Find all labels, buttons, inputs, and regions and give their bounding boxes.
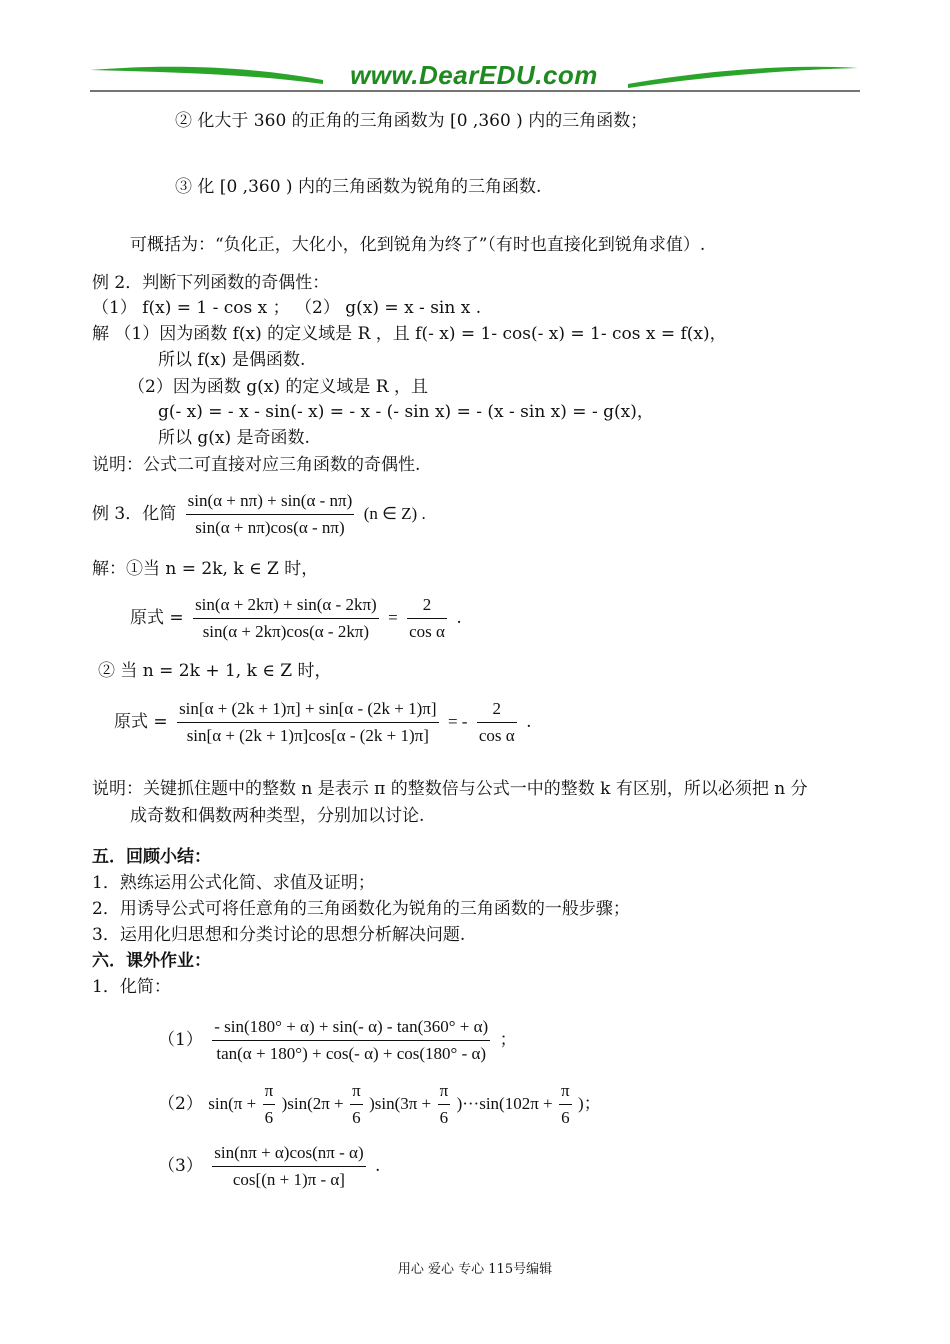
hw1-label: （1） — [158, 1030, 203, 1050]
solution-2-line-c: 所以 g(x) 是奇函数. — [158, 428, 310, 448]
hw3-denominator: cos[(n + 1)π - α] — [232, 1170, 345, 1189]
hw2-part-d: )···sin(102π + — [456, 1094, 553, 1113]
case-1-denominator: sin(α + 2kπ)cos(α - 2kπ) — [202, 622, 370, 641]
example-3-numerator: sin(α + nπ) + sin(α - nπ) — [186, 490, 355, 515]
hw2-part-e: )； — [578, 1094, 601, 1113]
summary-line: 可概括为：“负化正，大化小，化到锐角为终了”（有时也直接化到锐角求值）. — [130, 235, 706, 255]
summary-item-2: 2．用诱导公式可将任意角的三角函数化为锐角的三角函数的一般步骤； — [92, 899, 630, 919]
case-1-result-numerator: 2 — [407, 594, 447, 619]
example-2-title: 例 2．判断下列函数的奇偶性： — [92, 273, 330, 293]
hw2-fraction-1-den: 6 — [264, 1108, 274, 1127]
hw1-numerator: - sin(180° + α) + sin(- α) - tan(360° + α) — [212, 1016, 490, 1041]
hw2-fraction-4-num: π — [559, 1080, 572, 1105]
hw2-fraction-1-num: π — [263, 1080, 276, 1105]
hw2-part-b: )sin(2π + — [281, 1094, 344, 1113]
case-2-result-numerator: 2 — [477, 698, 517, 723]
case-2-end: . — [526, 712, 532, 732]
homework-1-3 — [158, 1142, 380, 1191]
section-6-heading: 六．课外作业： — [92, 951, 211, 971]
page-header — [88, 58, 863, 94]
solution-1-line-a: 解 （1）因为函数 f(x) 的定义域是 R ，且 f(- x) = 1- cos(- x) = 1- cos x = f(x)， — [92, 324, 727, 344]
case-2-equals: = - — [447, 712, 468, 731]
hw2-fraction-3 — [438, 1080, 451, 1129]
case-1-fraction — [193, 594, 379, 643]
hw2-part-c: )sin(3π + — [369, 1094, 432, 1113]
logo-text: www.DearEDU.com — [350, 60, 598, 90]
case-1-result-denominator: cos α — [409, 622, 445, 641]
section-5-heading: 五．回顾小结： — [92, 847, 211, 867]
example-3 — [92, 490, 426, 539]
hw1-end: ； — [499, 1030, 517, 1050]
line-convert-to-acute: ③ 化 [0 ,360 ) 内的三角函数为锐角的三角函数. — [175, 177, 542, 197]
case-2-fraction — [177, 698, 438, 747]
homework-1-1 — [158, 1016, 517, 1065]
example-2-questions: （1） f(x) = 1 - cos x ； （2） g(x) = x - sin x . — [92, 298, 482, 318]
solution-3-case-2: ② 当 n = 2k + 1, k ∈ Z 时， — [98, 661, 332, 681]
case-2-denominator: sin[α + (2k + 1)π]cos[α - (2k + 1)π] — [186, 726, 429, 745]
homework-1-2 — [158, 1080, 601, 1129]
hw2-fraction-4-den: 6 — [561, 1108, 570, 1127]
case-2-numerator: sin[α + (2k + 1)π] + sin[α - (2k + 1)π] — [177, 698, 438, 723]
note-integer-line-a: 说明：关键抓住题中的整数 n 是表示 π 的整数倍与公式一中的整数 k 有区别，所以必须把 n 分 — [92, 779, 808, 799]
hw2-part-a: sin(π + — [208, 1094, 257, 1113]
case-1-label: 原式 = — [130, 608, 184, 628]
case-1-equals: = — [388, 608, 398, 627]
hw1-denominator: tan(α + 180°) + cos(- α) + cos(180° - α) — [216, 1044, 487, 1063]
summary-item-3: 3．运用化归思想和分类讨论的思想分析解决问题. — [92, 925, 466, 945]
note-integer-line-b: 成奇数和偶数两种类型，分别加以讨论. — [130, 806, 425, 826]
hw3-end: . — [375, 1156, 381, 1176]
hw2-fraction-3-num: π — [438, 1080, 451, 1105]
hw2-label: （2） — [158, 1094, 203, 1114]
solution-2-line-a: （2）因为函数 g(x) 的定义域是 R ，且 — [128, 377, 428, 397]
example-3-label: 例 3．化简 — [92, 504, 177, 524]
solution-3-case-1-formula — [130, 594, 462, 643]
case-2-label: 原式 = — [114, 712, 168, 732]
hw2-fraction-4 — [559, 1080, 572, 1129]
hw2-fraction-1 — [263, 1080, 276, 1129]
line-convert-over-360: ② 化大于 360 的正角的三角函数为 [0 ,360 ) 内的三角函数； — [175, 111, 648, 131]
case-1-end: . — [456, 608, 462, 628]
hw3-fraction — [212, 1142, 365, 1191]
solution-3-case-1: 解：①当 n = 2k, k ∈ Z 时， — [92, 559, 319, 579]
hw2-fraction-2 — [350, 1080, 363, 1129]
case-2-result-denominator: cos α — [478, 726, 515, 745]
summary-item-1: 1．熟练运用公式化简、求值及证明； — [92, 873, 375, 893]
hw2-fraction-3-den: 6 — [439, 1108, 449, 1127]
case-1-result-fraction — [407, 594, 447, 643]
hw2-fraction-2-num: π — [350, 1080, 363, 1105]
case-1-numerator: sin(α + 2kπ) + sin(α - 2kπ) — [193, 594, 379, 619]
hw3-label: （3） — [158, 1156, 203, 1176]
page-footer: 用心 爱心 专心 115号编辑 — [397, 1262, 553, 1277]
hw2-fraction-2-den: 6 — [352, 1108, 361, 1127]
note-odd-even: 说明：公式二可直接对应三角函数的奇偶性. — [92, 455, 421, 475]
case-2-result-fraction — [477, 698, 517, 747]
example-3-denominator: sin(α + nπ)cos(α - nπ) — [195, 518, 345, 537]
solution-3-case-2-formula — [114, 698, 531, 747]
hw3-numerator: sin(nπ + α)cos(nπ - α) — [212, 1142, 365, 1167]
hw1-fraction — [212, 1016, 490, 1065]
example-3-fraction — [186, 490, 355, 539]
solution-2-line-b: g(- x) = - x - sin(- x) = - x - (- sin x) = - (x - sin x) = - g(x)， — [158, 402, 654, 422]
solution-1-line-b: 所以 f(x) 是偶函数. — [158, 350, 306, 370]
homework-item-1: 1．化简： — [92, 977, 171, 997]
example-3-tail: (n ∈ Z) . — [363, 504, 426, 523]
